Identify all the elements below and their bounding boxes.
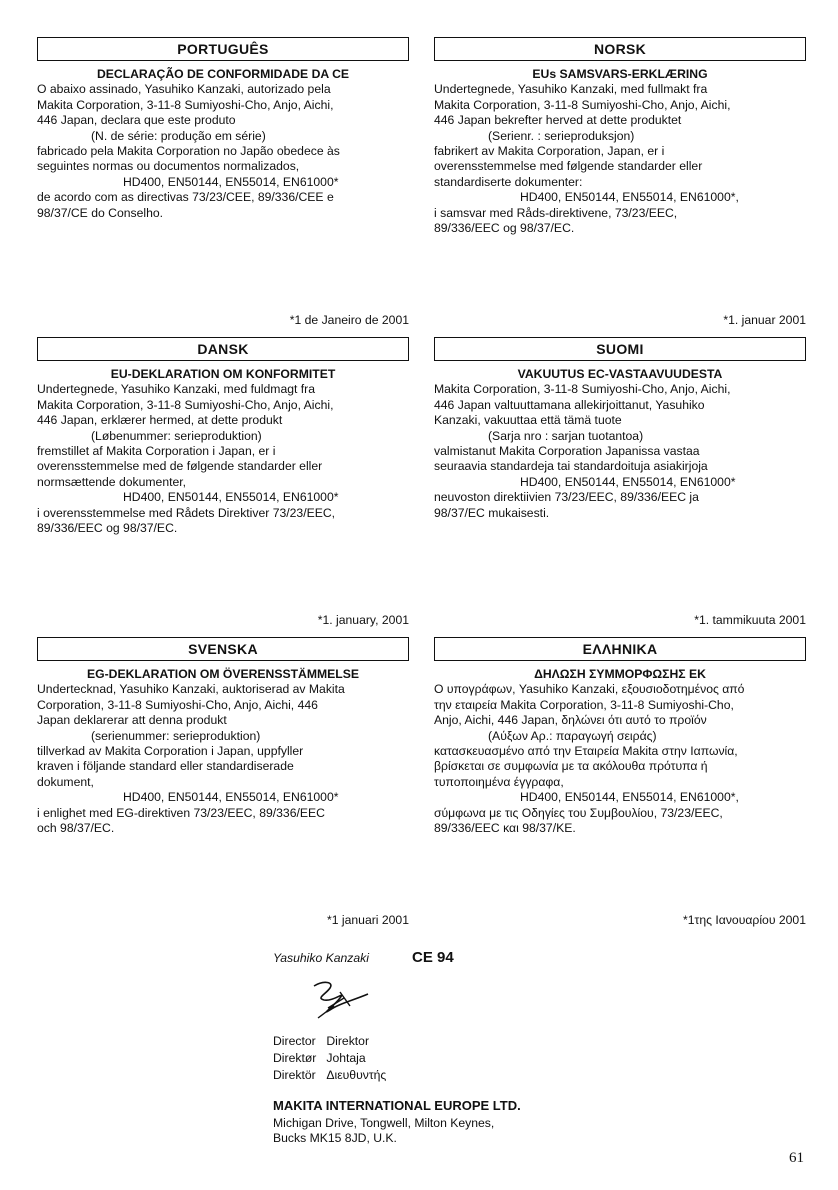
text-line: Makita Corporation, 3-11-8 Sumiyoshi-Cho, Anjo, Aichi, <box>37 397 334 412</box>
section-body <box>434 67 806 236</box>
standards-line: HD400, EN50144, EN55014, EN61000* <box>123 174 339 189</box>
text-line: Undertecknad, Yasuhiko Kanzaki, auktoriserad av Makita <box>37 682 345 697</box>
company-address <box>273 1116 494 1147</box>
text-line: 98/37/EC mukaisesti. <box>434 505 550 520</box>
section-body <box>434 667 806 836</box>
text-line: τυποποιημένα έγγραφα, <box>434 774 564 789</box>
text-line: i samsvar med Råds-direktivene, 73/23/EEC, <box>434 205 678 220</box>
text-line: 89/336/EEC og 98/37/EC. <box>37 521 178 536</box>
date-line: *1. tammikuuta 2001 <box>694 613 806 627</box>
serial-line: (Løbenummer: serieproduktion) <box>91 428 262 443</box>
text-line: dokument, <box>37 774 94 789</box>
declaration-title: DECLARAÇÃO DE CONFORMIDADE DA CE <box>96 67 350 81</box>
declaration-section-da <box>37 337 409 536</box>
text-line: i enlighet med EG-direktiven 73/23/EEC, 89/336/EEC <box>37 805 325 820</box>
serial-line: (serienummer: serieproduktion) <box>91 728 261 743</box>
declaration-title: EG-DEKLARATION OM ÖVERENSSTÄMMELSE <box>87 667 359 681</box>
text-line: την εταιρεία Makita Corporation, 3-11-8 Sumiyoshi-Cho, <box>434 697 734 712</box>
date-line: *1 de Janeiro de 2001 <box>289 313 409 327</box>
text-line: Makita Corporation, 3-11-8 Sumiyoshi-Cho, Anjo, Aichi, <box>434 97 731 112</box>
section-header: NORSK <box>434 37 806 61</box>
text-line: κατασκευασμένο από την Εταιρεία Makita στην Ιαπωνία, <box>434 744 738 759</box>
text-line: neuvoston direktiivien 73/23/EEC, 89/336/EEC ja <box>434 490 699 505</box>
serial-line: (N. de série: produção em série) <box>91 128 266 143</box>
role-title: Direktör <box>273 1068 316 1082</box>
standards-line: HD400, EN50144, EN55014, EN61000*, <box>520 790 739 805</box>
text-line: 89/336/EEC και 98/37/KE. <box>434 821 576 836</box>
text-line: de acordo com as directivas 73/23/CEE, 89/336/CEE e <box>37 190 334 205</box>
section-body <box>37 67 409 221</box>
section-body <box>434 367 806 521</box>
signatory-name: Yasuhiko Kanzaki <box>273 951 369 965</box>
text-line: O abaixo assinado, Yasuhiko Kanzaki, autorizado pela <box>37 82 331 97</box>
text-line: fremstillet af Makita Corporation i Japan, er i <box>37 444 276 459</box>
roles-table <box>273 1033 396 1084</box>
serial-line: (Sarja nro : sarjan tuotantoa) <box>488 428 644 443</box>
role-title: Direktor <box>326 1034 370 1048</box>
text-line: Undertegnede, Yasuhiko Kanzaki, med fullmakt fra <box>434 82 708 97</box>
text-line: och 98/37/EC. <box>37 821 115 836</box>
date-line: *1. januar 2001 <box>723 313 806 327</box>
declaration-section-pt <box>37 37 409 221</box>
role-title: Direktør <box>273 1051 317 1065</box>
date-line: *1. january, 2001 <box>317 613 409 627</box>
declaration-section-no <box>434 37 806 236</box>
role-title: Johtaja <box>326 1051 366 1065</box>
text-line: Japan deklarerar att denna produkt <box>37 713 227 728</box>
text-line: 446 Japan, erklærer hermed, at dette produkt <box>37 413 283 428</box>
text-line: Makita Corporation, 3-11-8 Sumiyoshi-Cho, Anjo, Aichi, <box>434 382 731 397</box>
address-line: Michigan Drive, Tongwell, Milton Keynes, <box>273 1116 495 1130</box>
text-line: Ο υπογράφων, Yasuhiko Kanzaki, εξουσιοδοτημένος από <box>434 682 745 697</box>
ce-code: CE 94 <box>412 949 454 966</box>
section-header: SVENSKA <box>37 637 409 661</box>
text-line: normsættende dokumenter, <box>37 474 187 489</box>
role-title: Director <box>273 1034 316 1048</box>
text-line: overensstemmelse med de følgende standarder eller <box>37 459 323 474</box>
section-header: SUOMI <box>434 337 806 361</box>
role-title: Διευθυντής <box>326 1068 387 1082</box>
text-line: Undertegnede, Yasuhiko Kanzaki, med fuldmagt fra <box>37 382 315 397</box>
standards-line: HD400, EN50144, EN55014, EN61000* <box>123 790 339 805</box>
text-line: Corporation, 3-11-8 Sumiyoshi-Cho, Anjo, Aichi, 446 <box>37 697 318 712</box>
role-row <box>273 1067 396 1084</box>
declaration-section-el <box>434 637 806 836</box>
text-line: βρίσκεται σε συμφωνία με τα ακόλουθα πρότυπα ή <box>434 759 708 774</box>
date-line: *1 januari 2001 <box>327 913 409 927</box>
role-row <box>273 1033 396 1050</box>
section-header: ΕΛΛΗΝΙΚΑ <box>434 637 806 661</box>
text-line: kraven i följande standard eller standardiserade <box>37 759 294 774</box>
standards-line: HD400, EN50144, EN55014, EN61000* <box>123 490 339 505</box>
serial-line: (Αύξων Αρ.: παραγωγή σειράς) <box>488 728 657 743</box>
role-row <box>273 1050 396 1067</box>
declaration-section-fi <box>434 337 806 521</box>
text-line: σύμφωνα με τις Οδηγίες του Συμβουλίου, 73/23/EEC, <box>434 805 723 820</box>
text-line: tillverkad av Makita Corporation i Japan, uppfyller <box>37 744 304 759</box>
declaration-title: ΔΗΛΩΣΗ ΣΥΜΜΟΡΦΩΣΗΣ ΕΚ <box>534 667 706 681</box>
section-body <box>37 667 409 836</box>
declaration-title: EUs SAMSVARS-ERKLÆRING <box>532 67 708 81</box>
declaration-section-sv <box>37 637 409 836</box>
signature-graphic <box>310 978 372 1024</box>
declaration-title: EU-DEKLARATION OM KONFORMITET <box>110 367 336 381</box>
text-line: seuraavia standardeja tai standardoituja asiakirjoja <box>434 459 708 474</box>
text-line: 89/336/EEC og 98/37/EC. <box>434 221 575 236</box>
text-line: valmistanut Makita Corporation Japanissa vastaa <box>434 444 700 459</box>
section-header: DANSK <box>37 337 409 361</box>
text-line: 446 Japan valtuuttamana allekirjoittanut, Yasuhiko <box>434 397 705 412</box>
address-line: Bucks MK15 8JD, U.K. <box>273 1131 397 1146</box>
text-line: standardiserte dokumenter: <box>434 174 583 189</box>
text-line: seguintes normas ou documentos normalizados, <box>37 159 300 174</box>
section-body <box>37 367 409 536</box>
text-line: overensstemmelse med følgende standarder eller <box>434 159 703 174</box>
text-line: Kanzaki, vakuuttaa että tämä tuote <box>434 413 622 428</box>
text-line: Makita Corporation, 3-11-8 Sumiyoshi-Cho, Anjo, Aichi, <box>37 97 334 112</box>
text-line: fabricado pela Makita Corporation no Japão obedece às <box>37 144 340 159</box>
page-number: 61 <box>789 1150 804 1166</box>
standards-line: HD400, EN50144, EN55014, EN61000*, <box>520 190 739 205</box>
company-name: MAKITA INTERNATIONAL EUROPE LTD. <box>273 1098 521 1113</box>
declaration-title: VAKUUTUS EC-VASTAAVUUDESTA <box>517 367 723 381</box>
section-header: PORTUGUÊS <box>37 37 409 61</box>
text-line: 446 Japan, declara que este produto <box>37 113 236 128</box>
standards-line: HD400, EN50144, EN55014, EN61000* <box>520 474 736 489</box>
serial-line: (Serienr. : serieproduksjon) <box>488 128 635 143</box>
text-line: 446 Japan bekrefter herved at dette produktet <box>434 113 682 128</box>
text-line: i overensstemmelse med Rådets Direktiver 73/23/EEC, <box>37 505 336 520</box>
text-line: 98/37/CE do Conselho. <box>37 205 164 220</box>
text-line: fabrikert av Makita Corporation, Japan, er i <box>434 144 665 159</box>
date-line: *1της Ιανουαρίου 2001 <box>683 913 806 927</box>
text-line: Anjo, Aichi, 446 Japan, δηλώνει ότι αυτό το προϊόν <box>434 713 707 728</box>
